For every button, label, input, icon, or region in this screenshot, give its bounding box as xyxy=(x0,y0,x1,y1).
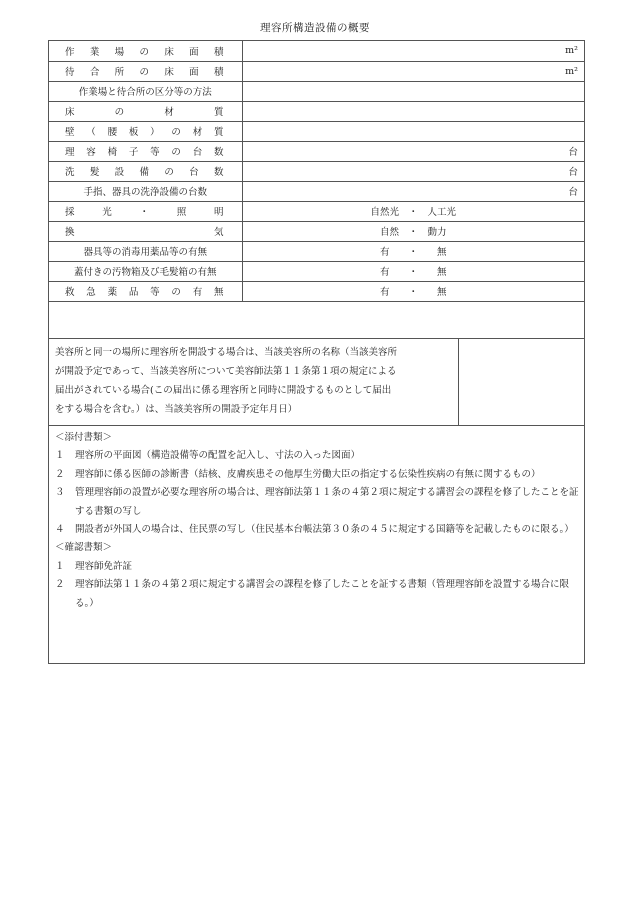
clause-line: 届出がされている場合(この届出に係る理容所と同時に開設するものとして届出 xyxy=(55,385,392,396)
facility-value-cell[interactable] xyxy=(242,41,584,61)
option-choice[interactable]: 自然光 ・ 人工光 xyxy=(370,207,456,218)
facility-label: 作 業 場 の 床 面 積 xyxy=(49,41,242,61)
beauty-salon-clause xyxy=(49,339,584,426)
facility-label: 作業場と待合所の区分等の方法 xyxy=(49,81,242,101)
facility-label: 採 光 ・ 照 明 xyxy=(49,201,242,221)
clause-line: が開設予定であって、当該美容所について美容師法第１１条第１項の規定による xyxy=(55,366,397,377)
facility-label: 蓋付きの汚物箱及び毛髪箱の有無 xyxy=(49,261,242,281)
facility-row xyxy=(49,221,584,241)
facility-row xyxy=(49,141,584,161)
facility-label: 救 急 薬 品 等 の 有 無 xyxy=(49,281,242,301)
facility-value-cell[interactable] xyxy=(242,241,584,261)
documents-section xyxy=(55,429,583,613)
form-frame xyxy=(48,40,585,664)
facility-value-cell[interactable] xyxy=(242,61,584,81)
option-choice[interactable]: 自然 ・ 動力 xyxy=(379,227,447,238)
attached-item: ４ 開設者が外国人の場合は、住民票の写し（住民基本台帳法第３０条の４５に規定する国籍等を記載したものに限る。） xyxy=(55,524,574,536)
unit-label: m² xyxy=(565,65,578,77)
facility-row xyxy=(49,201,584,221)
facility-value-cell[interactable] xyxy=(242,181,584,201)
facility-value-cell[interactable] xyxy=(242,261,584,281)
option-choice[interactable]: 有 ・ 無 xyxy=(379,247,447,258)
facility-label: 床 の 材 質 xyxy=(49,101,242,121)
option-choice[interactable]: 有 ・ 無 xyxy=(379,267,447,278)
facility-value-cell[interactable] xyxy=(242,221,584,241)
facility-label: 手指、器具の洗浄設備の台数 xyxy=(49,181,242,201)
option-choice[interactable]: 有 ・ 無 xyxy=(379,287,447,298)
clause-line: 美容所と同一の場所に理容所を開設する場合は、当該美容所の名称（当該美容所 xyxy=(55,347,398,358)
facility-value-cell[interactable] xyxy=(242,161,584,181)
facility-row xyxy=(49,101,584,121)
attached-item: ２ 理容師に係る医師の診断書（結核、皮膚疾患その他厚生労働大臣の指定する伝染性疾病の有無に関するもの） xyxy=(55,468,541,480)
facility-row xyxy=(49,81,584,101)
facility-value-cell[interactable] xyxy=(242,201,584,221)
facility-row xyxy=(49,41,584,61)
facility-label: 壁 （ 腰 板 ） の 材 質 xyxy=(49,121,242,141)
unit-label: 台 xyxy=(568,167,578,178)
facility-label: 待 合 所 の 床 面 積 xyxy=(49,61,242,81)
unit-label: m² xyxy=(565,45,578,57)
facility-label: 器具等の消毒用薬品等の有無 xyxy=(49,241,242,261)
facility-label: 洗 髪 設 備 の 台 数 xyxy=(49,161,242,181)
form-title: 理容所構造設備の概要 xyxy=(260,22,370,34)
facility-label: 理 容 椅 子 等 の 台 数 xyxy=(49,141,242,161)
facility-row xyxy=(49,241,584,261)
unit-label: 台 xyxy=(568,187,578,198)
confirm-item: ２ 理容師法第１１条の４第２項に規定する講習会の課程を修了したことを証する書類（管理理容師を設置する場合に限る。） xyxy=(55,579,570,609)
facility-table xyxy=(49,41,584,302)
confirmation-documents-header: ＜確認書類＞ xyxy=(55,542,113,554)
unit-label: 台 xyxy=(568,147,578,158)
facility-row xyxy=(49,121,584,141)
facility-value-cell[interactable] xyxy=(242,141,584,161)
facility-value-cell[interactable] xyxy=(242,281,584,301)
facility-value-cell[interactable] xyxy=(242,81,584,101)
blank-row xyxy=(49,314,584,339)
facility-value-cell[interactable] xyxy=(242,121,584,141)
confirm-item: １ 理容師免許証 xyxy=(55,560,133,572)
attached-documents-header: ＜添付書類＞ xyxy=(55,432,113,443)
facility-row xyxy=(49,161,584,181)
facility-row xyxy=(49,261,584,281)
facility-label: 換 気 xyxy=(49,221,242,241)
facility-row xyxy=(49,281,584,301)
facility-row xyxy=(49,181,584,201)
facility-row xyxy=(49,61,584,81)
attached-item: ３ 管理理容師の設置が必要な理容所の場合は、理容師法第１１条の４第２項に規定する講習会の課程を修了したことを証する書類の写し xyxy=(55,487,579,517)
clause-line: をする場合を含む。）は、当該美容所の開設予定年月日） xyxy=(55,404,298,415)
attached-item: １ 理容所の平面図（構造設備等の配置を記入し、寸法の入った図面） xyxy=(55,450,361,462)
clause-divider xyxy=(458,339,459,425)
clause-text xyxy=(55,343,455,419)
facility-value-cell[interactable] xyxy=(242,101,584,121)
